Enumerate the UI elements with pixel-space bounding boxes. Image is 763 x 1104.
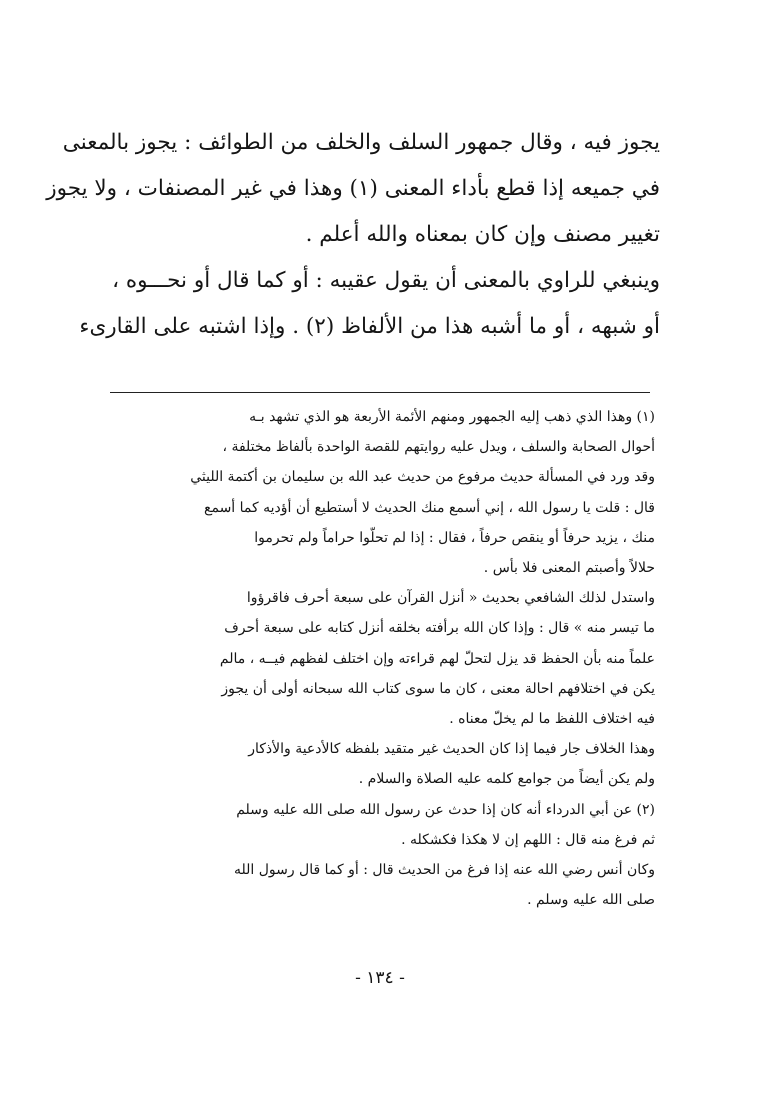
footnote-line: حلالاً وأصبتم المعنى فلا بأس .	[483, 560, 655, 577]
footnote-line: (٢) عن أبي الدرداء أنه كان إذا حدث عن رسول الله صلى الله عليه وسلم	[236, 801, 655, 818]
main-text-line: يجوز فيه ، وقال جمهور السلف والخلف من الطوائف : يجوز بالمعنى	[62, 130, 660, 155]
footnote-line: ولم يكن أيضاً من جوامع كلمه عليه الصلاة والسلام .	[358, 771, 655, 788]
footnote-line: وقد ورد في المسألة حديث مرفوع من حديث عبد الله بن سليمان بن أكتمة الليثي	[190, 469, 655, 486]
main-text-line: في جميعه إذا قطع بأداء المعنى (١) وهذا في غير المصنفات ، ولا يجوز	[46, 176, 660, 201]
footnotes	[110, 402, 655, 915]
footnote-line: فيه اختلاف اللفظ ما لم يخلّ معناه .	[449, 711, 655, 728]
footnote-line: يكن في اختلافهم احالة معنى ، كان ما سوى كتاب الله سبحانه أولى أن يجوز	[221, 680, 655, 697]
footnote-line: ما تيسر منه » قال : وإذا كان الله برأفته بخلقه أنزل كتابه على سبعة أحرف	[224, 620, 655, 637]
footnote-line: قال : قلت يا رسول الله ، إني أسمع منك الحديث لا أستطيع أن أؤديه كما أسمع	[204, 499, 655, 516]
main-text-line: وينبغي للراوي بالمعنى أن يقول عقيبه : أو كما قال أو نحـــوه ،	[112, 268, 660, 293]
footnote-line: صلى الله عليه وسلم .	[527, 892, 655, 909]
main-text-line: أو شبهه ، أو ما أشبه هذا من الألفاظ (٢) . وإذا اشتبه على القارىء	[79, 314, 660, 339]
footnote-separator	[110, 392, 650, 393]
main-text-line: تغيير مصنف وإن كان بمعناه والله أعلم .	[305, 222, 660, 247]
main-text	[46, 120, 660, 350]
footnote-line: واستدل لذلك الشافعي بحديث « أنزل القرآن على سبعة أحرف فاقرؤوا	[246, 590, 655, 607]
footnote-line: (١) وهذا الذي ذهب إليه الجمهور ومنهم الأئمة الأربعة هو الذي تشهد بـه	[249, 409, 655, 425]
page-number: - ١٣٤ -	[355, 968, 405, 988]
footnote-line: منك ، يزيد حرفاً أو ينقص حرفاً ، فقال : إذا لم تحلّوا حراماً ولم تحرموا	[254, 529, 655, 546]
footnote-line: وهذا الخلاف جار فيما إذا كان الحديث غير متقيد بلفظه كالأدعية والأذكار	[248, 741, 655, 758]
footnote-line: أحوال الصحابة والسلف ، ويدل عليه روايتهم للقصة الواحدة بألفاظ مختلفة ،	[222, 439, 655, 456]
footnote-line: وكان أنس رضي الله عنه إذا فرغ من الحديث قال : أو كما قال رسول الله	[233, 862, 655, 879]
footnote-line: علماً منه بأن الحفظ قد يزل لتحلّ لهم قراءته وإن اختلف لفظهم فيــه ، مالم	[219, 650, 655, 667]
footnote-line: ثم فرغ منه قال : اللهم إن لا هكذا فكشكله .	[401, 831, 655, 848]
